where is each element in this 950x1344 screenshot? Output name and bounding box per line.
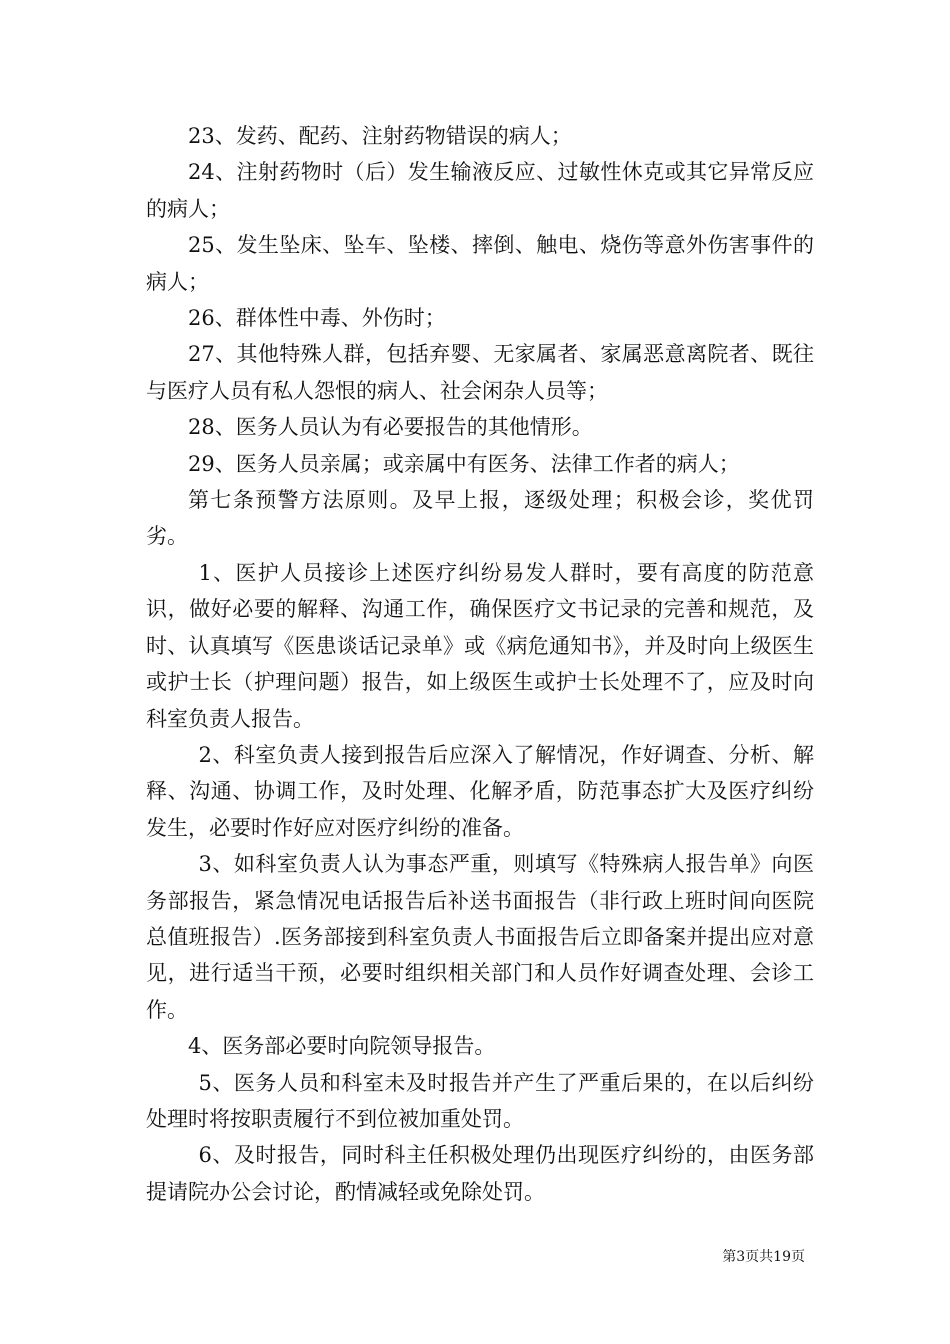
- procedure-step-2: 2、科室负责人接到报告后应深入了解情况，作好调查、分析、解释、沟通、协调工作，及时处理、化解矛盾，防范事态扩大及医疗纠纷发生，必要时作好应对医疗纠纷的准备。: [146, 742, 814, 840]
- procedure-step-5: 5、医务人员和科室未及时报告并产生了严重后果的，在以后纠纷处理时将按职责履行不到位被加重处罚。: [146, 1070, 814, 1131]
- paragraph-item-28: 28、医务人员认为有必要报告的其他情形。: [188, 415, 593, 440]
- paragraph-item-26: 26、群体性中毒、外伤时；: [188, 306, 446, 331]
- paragraph-item-25: 25、发生坠床、坠车、坠楼、摔倒、触电、烧伤等意外伤害事件的病人；: [146, 233, 814, 294]
- paragraph-item-27: 27、其他特殊人群，包括弃婴、无家属者、家属恶意离院者、既往与医疗人员有私人怨恨的病人、社会闲杂人员等；: [146, 342, 814, 403]
- paragraph-item-23: 23、发药、配药、注射药物错误的病人；: [188, 124, 572, 148]
- article-seven-heading: 第七条预警方法原则。及早上报，逐级处理；积极会诊，奖优罚劣。: [146, 488, 814, 549]
- procedure-step-1: 1、医护人员接诊上述医疗纠纷易发人群时，要有高度的防范意识，做好必要的解释、沟通工作，确保医疗文书记录的完善和规范，及时、认真填写《医患谈话记录单》或《病危通知书》，并及时向上级医生或护士长（护理问题）报告，如上级医生或护士长处理不了，应及时向科室负责人报告。: [146, 560, 814, 731]
- procedure-step-4: 4、医务部必要时向院领导报告。: [188, 1034, 496, 1059]
- procedure-step-6: 6、及时报告，同时科主任积极处理仍出现医疗纠纷的，由医务部提请院办公会讨论，酌情减轻或免除处罚。: [146, 1143, 814, 1204]
- paragraph-item-29: 29、医务人员亲属；或亲属中有医务、法律工作者的病人；: [188, 451, 740, 476]
- document-body: [146, 118, 814, 1210]
- procedure-step-3: 3、如科室负责人认为事态严重，则填写《特殊病人报告单》向医务部报告，紧急情况电话报告后补送书面报告（非行政上班时间向医院总值班报告）.医务部接到科室负责人书面报告后立即备案并提出应对意见，进行适当干预，必要时组织相关部门和人员作好调查处理、会诊工作。: [146, 852, 814, 1022]
- paragraph-item-24: 24、注射药物时（后）发生输液反应、过敏性休克或其它异常反应的病人；: [146, 160, 814, 221]
- page-number-footer: 第3页共19页: [722, 1249, 805, 1265]
